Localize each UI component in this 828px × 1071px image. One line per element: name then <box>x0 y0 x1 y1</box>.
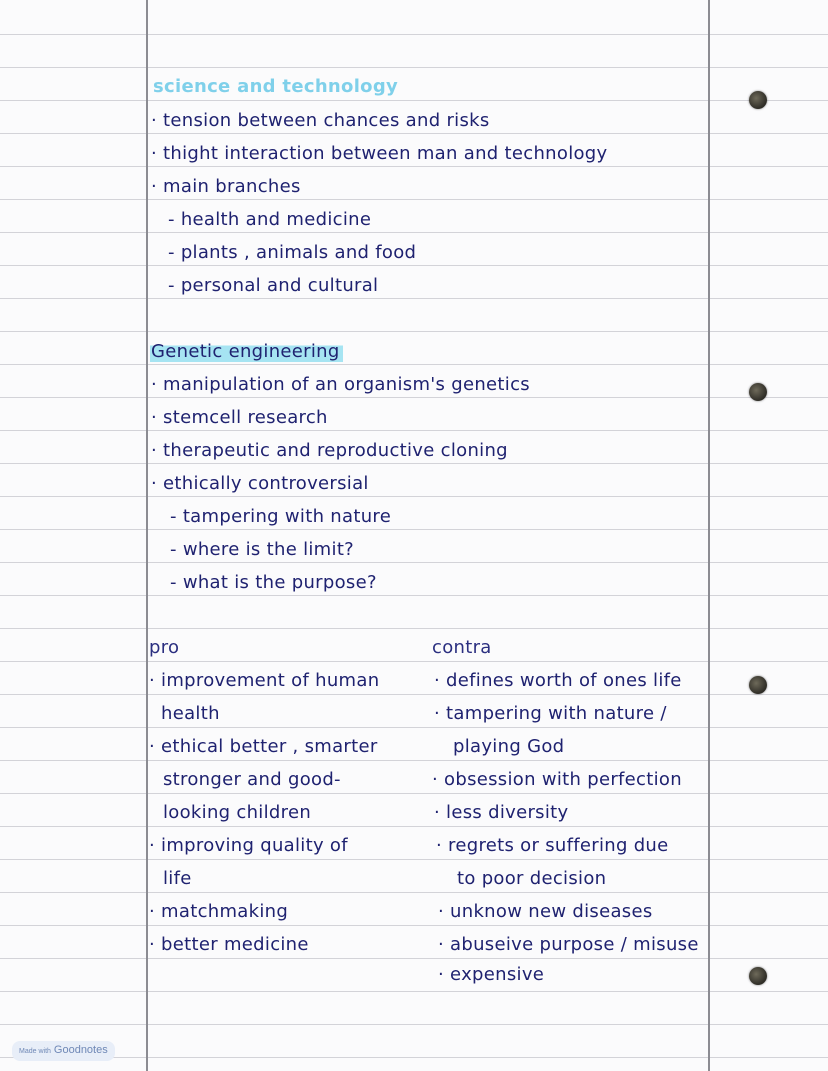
contra-line: playing God <box>453 736 565 757</box>
contra-line: · abuseive purpose / misuse <box>438 934 699 955</box>
contra-heading: contra <box>432 637 492 658</box>
pro-line: stronger and good- <box>163 769 341 790</box>
pro-heading: pro <box>149 637 180 658</box>
pro-line: · improvement of human <box>149 670 380 691</box>
note-subline: - health and medicine <box>168 209 372 230</box>
contra-line: · regrets or suffering due <box>436 835 669 856</box>
pro-line: · improving quality of <box>149 835 348 856</box>
note-subline: - tampering with nature <box>170 506 392 527</box>
note-subline: - personal and cultural <box>168 275 379 296</box>
note-line: · therapeutic and reproductive cloning <box>151 440 508 461</box>
pro-line: · ethical better , smarter <box>149 736 378 757</box>
contra-line: to poor decision <box>457 868 607 889</box>
left-margin-line <box>146 0 148 1071</box>
note-line: · tension between chances and risks <box>151 110 490 131</box>
section-heading-science-technology: science and technology <box>153 76 399 97</box>
contra-line: · obsession with perfection <box>432 769 682 790</box>
pro-line: · better medicine <box>149 934 309 955</box>
note-subline: - where is the limit? <box>170 539 355 560</box>
pro-line: · matchmaking <box>149 901 289 922</box>
contra-line: · expensive <box>438 964 545 985</box>
pro-line: life <box>163 868 192 889</box>
note-line: · stemcell research <box>151 407 328 428</box>
contra-line: · unknow new diseases <box>438 901 653 922</box>
contra-line: · less diversity <box>434 802 569 823</box>
note-line: · manipulation of an organism's genetics <box>151 374 530 395</box>
contra-line: · tampering with nature / <box>434 703 667 724</box>
punch-hole-icon <box>749 91 767 109</box>
badge-prefix: Made with <box>19 1048 51 1055</box>
right-margin-line <box>708 0 710 1071</box>
badge-brand: Goodnotes <box>53 1044 108 1056</box>
pro-line: looking children <box>163 802 312 823</box>
punch-hole-icon <box>749 967 767 985</box>
note-line: · ethically controversial <box>151 473 369 494</box>
made-with-goodnotes-badge[interactable] <box>12 1041 115 1061</box>
punch-hole-icon <box>749 676 767 694</box>
note-line: · thight interaction between man and technology <box>151 143 608 164</box>
note-line: · main branches <box>151 176 301 197</box>
note-subline: - plants , animals and food <box>168 242 417 263</box>
contra-line: · defines worth of ones life <box>434 670 682 691</box>
section-heading-genetic-engineering: Genetic engineering <box>150 341 343 363</box>
note-subline: - what is the purpose? <box>170 572 377 593</box>
punch-hole-icon <box>749 383 767 401</box>
pro-line: health <box>161 703 220 724</box>
